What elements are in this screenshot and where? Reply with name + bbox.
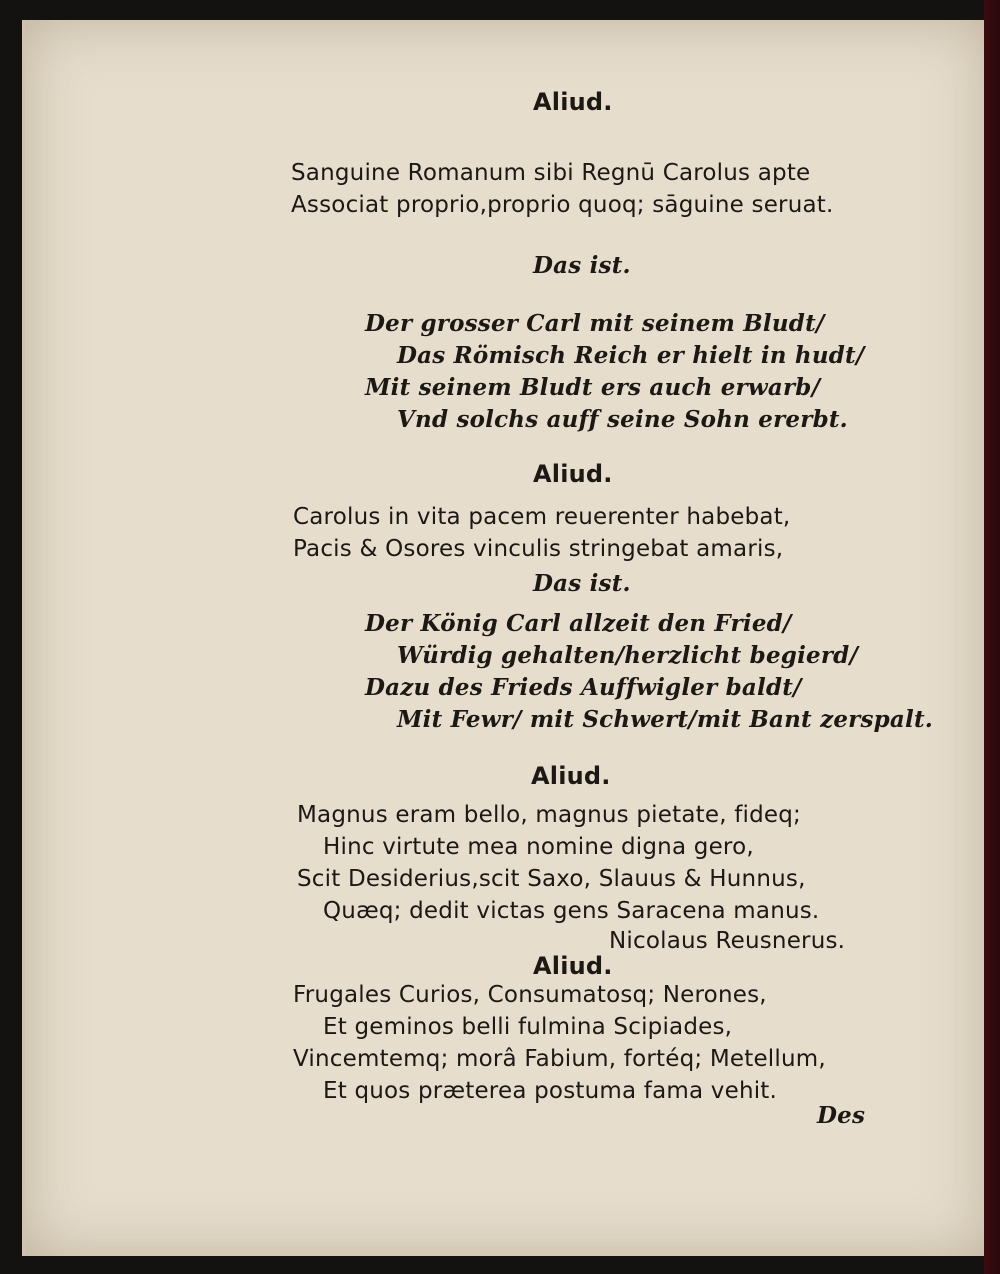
latin-line-10: Et geminos belli fulmina Scipiades, xyxy=(323,1014,733,1040)
german-line-3: Mit seinem Bludt ers auch erwarb/ xyxy=(365,374,821,401)
heading-aliud-3: Aliud. xyxy=(531,762,611,790)
heading-aliud-2: Aliud. xyxy=(533,460,613,488)
book-edge xyxy=(984,0,1000,1274)
german-line-4: Vnd solchs auff seine Sohn ererbt. xyxy=(397,406,848,433)
catchword: Des xyxy=(817,1102,866,1129)
heading-aliud-1: Aliud. xyxy=(533,88,613,116)
latin-line-8: Quæq; dedit victas gens Saracena manus. xyxy=(323,898,820,924)
latin-line-4: Pacis & Osores vinculis stringebat amaris, xyxy=(293,536,784,562)
latin-line-9: Frugales Curios, Consumatosq; Nerones, xyxy=(293,982,767,1008)
heading-das-ist-1: Das ist. xyxy=(533,252,631,279)
latin-line-5: Magnus eram bello, magnus pietate, fideq; xyxy=(297,802,802,828)
latin-line-6: Hinc virtute mea nomine digna gero, xyxy=(323,834,754,860)
latin-line-11: Vincemtemq; morâ Fabium, fortéq; Metellum, xyxy=(293,1046,826,1072)
german-line-8: Mit Fewr/ mit Schwert/mit Bant zerspalt. xyxy=(397,706,933,733)
latin-line-7: Scit Desiderius,scit Saxo, Slauus & Hunnus, xyxy=(297,866,806,892)
latin-line-3: Carolus in vita pacem reuerenter habebat, xyxy=(293,504,791,530)
latin-line-2: Associat proprio,proprio quoq; sāguine seruat. xyxy=(291,192,834,218)
german-line-6: Würdig gehalten/herzlicht begierd/ xyxy=(397,642,859,669)
latin-line-12: Et quos præterea postuma fama vehit. xyxy=(323,1078,778,1104)
heading-aliud-4: Aliud. xyxy=(533,952,613,980)
german-line-2: Das Römisch Reich er hielt in hudt/ xyxy=(397,342,865,369)
book-page xyxy=(22,20,987,1256)
latin-line-1: Sanguine Romanum sibi Regnū Carolus apte xyxy=(291,160,811,186)
author-name: Nicolaus Reusnerus. xyxy=(609,928,846,954)
german-line-7: Dazu des Frieds Auffwigler baldt/ xyxy=(365,674,802,701)
german-line-1: Der grosser Carl mit seinem Bludt/ xyxy=(365,310,825,337)
german-line-5: Der König Carl allzeit den Fried/ xyxy=(365,610,792,637)
heading-das-ist-2: Das ist. xyxy=(533,570,631,597)
